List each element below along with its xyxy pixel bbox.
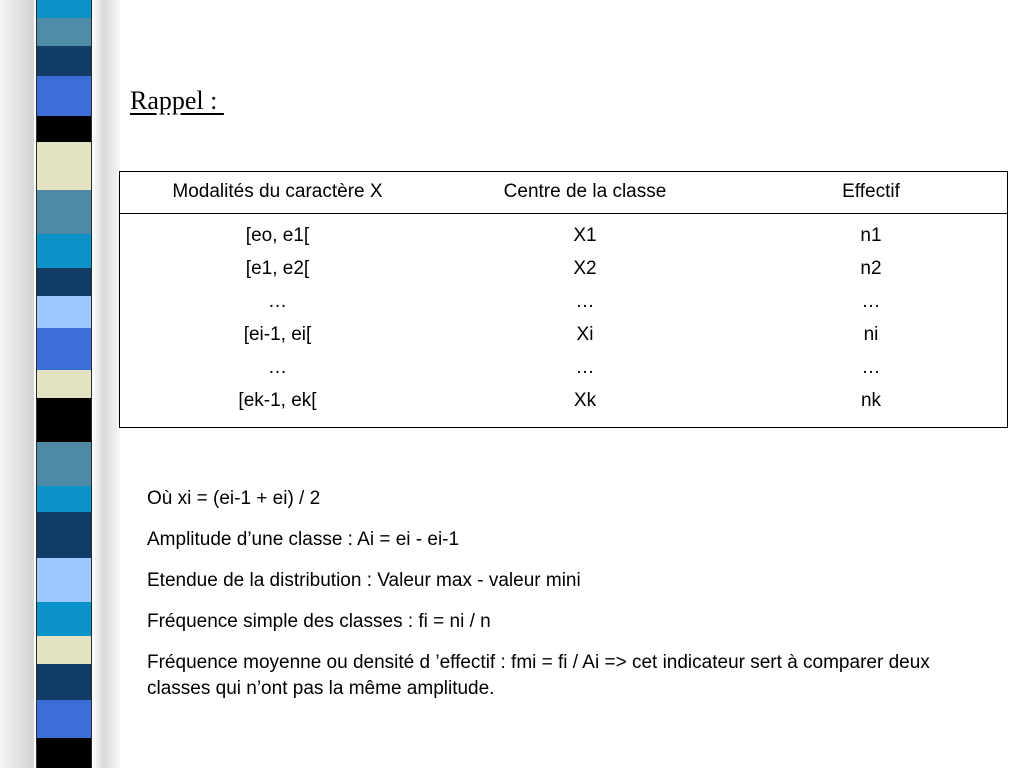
note-frequence-simple: Fréquence simple des classes : fi = ni / n <box>147 611 491 632</box>
cell-centre: Xi <box>576 324 594 345</box>
cell-modalite: [ei-1, ei[ <box>243 324 312 345</box>
cell-effectif: … <box>861 291 881 312</box>
cell-centre: Xk <box>573 390 597 411</box>
table-body <box>120 222 1007 420</box>
cell-centre: X2 <box>573 258 597 279</box>
cell-effectif: n1 <box>860 225 882 246</box>
cell-modalite: … <box>268 291 287 312</box>
class-frequency-table <box>119 171 1008 428</box>
stripe-bar <box>37 328 91 370</box>
stripe-bar <box>37 76 91 116</box>
stripe-bar <box>37 602 91 636</box>
stripe-bar <box>37 116 91 142</box>
cell-effectif: nk <box>860 390 882 411</box>
stripe-bar <box>37 442 91 486</box>
header-effectif: Effectif <box>842 181 900 202</box>
cell-centre: … <box>575 357 595 378</box>
header-modalites: Modalités du caractère X <box>172 181 383 202</box>
cell-centre: … <box>575 291 595 312</box>
stripe-bar <box>37 398 91 442</box>
stripe-bar <box>37 664 91 700</box>
decorative-stripe-bars <box>36 0 92 768</box>
cell-modalite: [e1, e2[ <box>245 258 310 279</box>
stripe-bar <box>37 268 91 296</box>
stripe-bar <box>37 18 91 46</box>
cell-effectif: ni <box>863 324 879 345</box>
stripe-bar <box>37 512 91 558</box>
table-row <box>120 387 1007 420</box>
stripe-bar <box>37 636 91 664</box>
stripe-bar <box>37 700 91 738</box>
stripe-bar <box>37 738 91 768</box>
note-amplitude: Amplitude d’une classe : Ai = ei - ei-1 <box>147 529 460 550</box>
table-row <box>120 222 1007 255</box>
table-row <box>120 288 1007 321</box>
stripe-bar <box>37 486 91 512</box>
cell-modalite: [eo, e1[ <box>245 225 310 246</box>
stripe-bar <box>37 0 91 18</box>
stripe-bar <box>37 234 91 268</box>
cell-effectif: … <box>861 357 881 378</box>
stripe-bar <box>37 46 91 76</box>
table-row <box>120 255 1007 288</box>
stripe-bar <box>37 296 91 328</box>
cell-modalite: [ek-1, ek[ <box>238 390 317 411</box>
notes-block <box>147 486 977 717</box>
table-header-row <box>120 172 1007 214</box>
stripe-bar <box>37 370 91 398</box>
slide-title: Rappel : <box>130 86 224 115</box>
note-frequence-moyenne: Fréquence moyenne ou densité d ’effectif : fmi = fi / Ai => cet indicateur sert à comparer deux classes qui n’ont pas la même amplitude. <box>147 652 930 699</box>
cell-modalite: … <box>268 357 287 378</box>
stripe-bar <box>37 190 91 234</box>
header-centre-classe: Centre de la classe <box>503 181 667 202</box>
table-row <box>120 321 1007 354</box>
stripe-bar <box>37 142 91 190</box>
cell-centre: X1 <box>573 225 597 246</box>
stripe-bar <box>37 558 91 602</box>
cell-effectif: n2 <box>860 258 882 279</box>
note-etendue: Etendue de la distribution : Valeur max - valeur mini <box>147 570 581 591</box>
table-row <box>120 354 1007 387</box>
note-centre-formula: Où xi = (ei-1 + ei) / 2 <box>147 488 321 509</box>
